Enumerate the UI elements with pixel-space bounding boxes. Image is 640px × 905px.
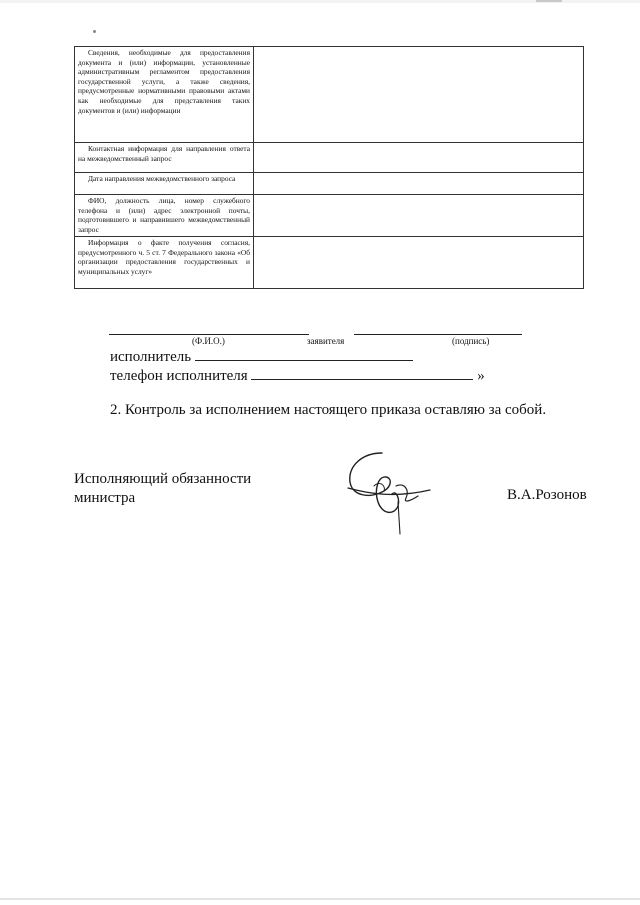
scan-dot xyxy=(93,30,96,33)
table-row xyxy=(75,143,584,173)
signer-position-line2: министра xyxy=(74,490,136,506)
request-table xyxy=(74,46,584,289)
order-item-2: 2. Контроль за исполнением настоящего приказа оставляю за собой. xyxy=(110,402,547,418)
fio-caption: (Ф.И.О.) xyxy=(192,336,225,346)
table-cell-label: ФИО, должность лица, номер служебного телефона и (или) адрес электронной почты, подготовившего и направившего межведомственный запрос xyxy=(75,195,254,237)
closing-quote: » xyxy=(477,368,485,384)
signature-caption: (подпись) xyxy=(452,336,490,346)
table-cell-label: Контактная информация для направления ответа на межведомственный запрос xyxy=(75,143,254,173)
executor-label: исполнитель xyxy=(110,349,192,365)
executor-phone-blank xyxy=(251,366,473,380)
table-row xyxy=(75,173,584,195)
executor-line xyxy=(110,347,413,366)
executor-phone-line xyxy=(110,366,485,385)
scan-edge-bottom xyxy=(0,898,640,900)
applicant-caption: заявителя xyxy=(307,336,345,346)
executor-blank xyxy=(195,347,413,361)
table-cell-value xyxy=(254,47,584,143)
signature-line xyxy=(354,334,522,335)
table-cell-label: Информация о факте получения согласия, предусмотренного ч. 5 ст. 7 Федерального закона «Об организации предоставления государственных и муниципальных услуг» xyxy=(75,237,254,289)
table-row xyxy=(75,237,584,289)
signer-name: В.А.Розонов xyxy=(507,487,587,503)
table-cell-label: Сведения, необходимые для предоставления документа и (или) информации, установленные административным регламентом предоставления государственной услуги, а также сведения, предусмотренные нормативными правовыми актами как необходимые для представления таких документов и (или) информации xyxy=(75,47,254,143)
table-row xyxy=(75,195,584,237)
table-cell-value xyxy=(254,173,584,195)
table-cell-value xyxy=(254,237,584,289)
handwritten-signature xyxy=(340,450,440,535)
table-row xyxy=(75,47,584,143)
executor-phone-label: телефон исполнителя xyxy=(110,368,248,384)
table-cell-value xyxy=(254,143,584,173)
fio-line xyxy=(109,334,309,335)
table-cell-label: Дата направления межведомственного запроса xyxy=(75,173,254,195)
signer-position-line1: Исполняющий обязанности xyxy=(74,471,252,487)
scan-mark xyxy=(536,0,562,2)
table-cell-value xyxy=(254,195,584,237)
